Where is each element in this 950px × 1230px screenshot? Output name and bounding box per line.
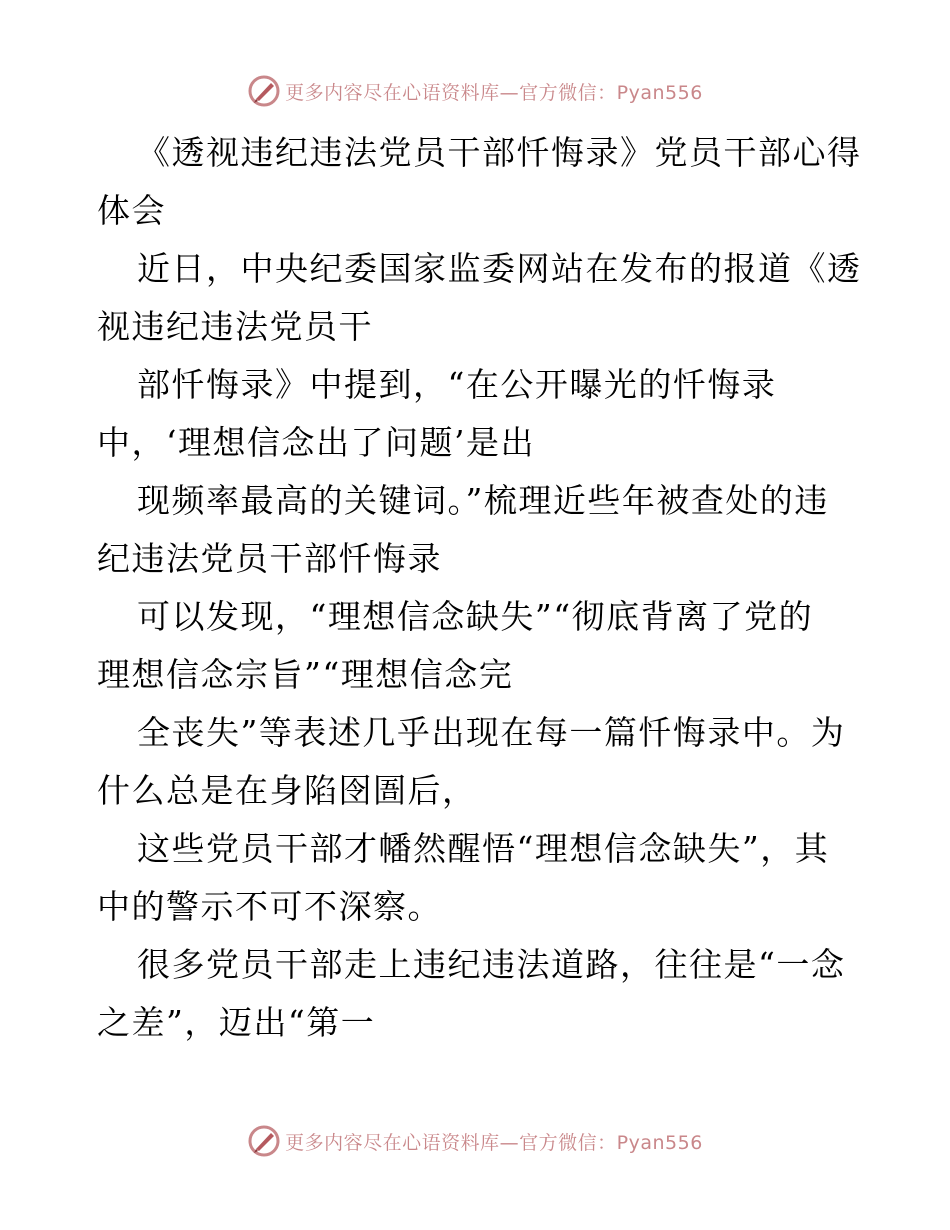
footer-watermark xyxy=(0,1121,950,1161)
text-line: 纪违法党员干部忏悔录 xyxy=(97,539,442,578)
text-line: 现频率最高的关键词。”梳理近些年被查处的违 xyxy=(137,481,829,520)
watermark-text: 更多内容尽在心语资料库—官方微信：Pyan556 xyxy=(285,1131,703,1154)
text-line: 近日，中央纪委国家监委网站在发布的报道《透 xyxy=(137,249,862,288)
header-watermark xyxy=(0,71,950,111)
document-body xyxy=(97,124,862,1052)
quill-logo-icon xyxy=(247,1124,281,1158)
text-line: 可以发现，“理想信念缺失”“彻底背离了党的 xyxy=(137,597,814,636)
text-line: 什么总是在身陷囹圄后， xyxy=(97,771,477,810)
text-line: 中，‘理想信念出了问题’是出 xyxy=(97,423,535,462)
text-line: 很多党员干部走上违纪违法道路，往往是“一念 xyxy=(137,945,846,984)
text-line: 全丧失”等表述几乎出现在每一篇忏悔录中。为 xyxy=(137,713,846,752)
text-line: 理想信念宗旨”“理想信念完 xyxy=(97,655,514,694)
text-line: 体会 xyxy=(97,191,166,230)
text-line: 中的警示不可不深察。 xyxy=(97,887,442,926)
text-line: 《透视违纪违法党员干部忏悔录》党员干部心得 xyxy=(137,133,862,172)
text-line: 视违纪违法党员干 xyxy=(97,307,373,346)
text-line: 之差”，迈出“第一 xyxy=(97,1003,376,1042)
watermark-text: 更多内容尽在心语资料库—官方微信：Pyan556 xyxy=(285,81,703,104)
text-line: 这些党员干部才幡然醒悟“理想信念缺失”，其 xyxy=(137,829,830,868)
quill-logo-icon xyxy=(247,74,281,108)
text-line: 部忏悔录》中提到，“在公开曝光的忏悔录 xyxy=(137,365,777,404)
